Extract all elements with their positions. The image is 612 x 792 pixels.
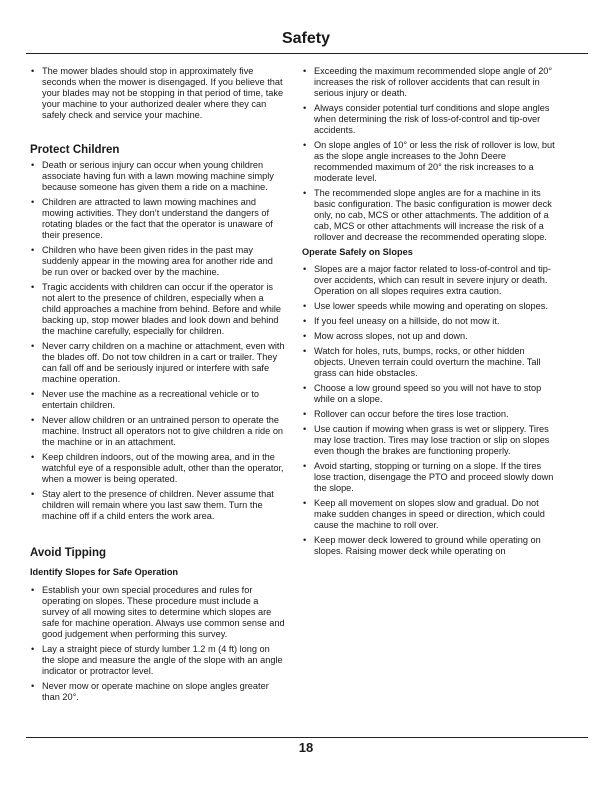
list-item: • The mower blades should stop in approximately five seconds when the mower is disengaged. If you believe that your blades may not be stopping in that period of time, take your machine to your authorized dealer where they can safely check and service your machine. — [30, 66, 285, 121]
list-item: • Exceeding the maximum recommended slope angle of 20° increases the risk of rollover accidents that can result in serious injury or death. — [302, 66, 555, 99]
list-item: • Keep all movement on slopes slow and gradual. Do not make sudden changes in speed or direction, which could cause the machine to roll over. — [302, 498, 555, 531]
list-item: • Choose a low ground speed so you will not have to stop while on a slope. — [302, 383, 555, 405]
list-item: • On slope angles of 10° or less the risk of rollover is low, but as the slope angle increases to the John Deere recommended maximum of 20° the risk increases to a moderate level. — [302, 140, 555, 184]
avoid-tipping-list — [30, 585, 285, 703]
list-item: • Keep mower deck lowered to ground while operating on slopes. Raising mower deck while operating on — [302, 535, 555, 557]
list-item: • Rollover can occur before the tires lose traction. — [302, 409, 555, 420]
avoid-tipping-heading: Avoid Tipping — [30, 547, 107, 559]
operate-safely-subheading: Operate Safely on Slopes — [302, 247, 413, 257]
list-item: • Avoid starting, stopping or turning on a slope. If the tires lose traction, disengage the PTO and proceed slowly down the slope. — [302, 461, 555, 494]
protect-children-heading: Protect Children — [30, 144, 120, 156]
list-item: • Use caution if mowing when grass is wet or slippery. Tires may lose traction. Tires may lose traction or slip on slopes even though the brakes are functioning properly. — [302, 424, 555, 457]
list-item: • Use lower speeds while mowing and operating on slopes. — [302, 301, 555, 312]
page-title: Safety — [281, 30, 331, 47]
list-item: • Always consider potential turf conditions and slope angles when determining the risk of loss-of-control and tip-over accidents. — [302, 103, 555, 136]
list-item: • The recommended slope angles are for a machine in its basic configuration. The basic configuration is mower deck only, no cab, MCS or other attachments. The addition of a cab, MCS or other attachments will increase the risk of a rollover and decrease the recommended operating slope. — [302, 188, 555, 243]
list-item: • Death or serious injury can occur when young children associate having fun with a lawn mowing machine simply because someone has given them a ride on a machine. — [30, 160, 285, 193]
footer-divider — [26, 737, 588, 738]
list-item: • Mow across slopes, not up and down. — [302, 331, 555, 342]
list-item: • Stay alert to the presence of children. Never assume that children will remain where you last saw them. Turn the machine off if a child enters the work area. — [30, 489, 285, 522]
list-item: • Keep children indoors, out of the mowing area, and in the watchful eye of a responsible adult, other than the operator, when a mower is being operated. — [30, 452, 285, 485]
list-item: • Never carry children on a machine or attachment, even with the blades off. Do not tow children in a cart or trailer. They can fall off and be seriously injured or interfere with safe machine operation. — [30, 341, 285, 385]
list-item: • Slopes are a major factor related to loss-of-control and tip-over accidents, which can result in severe injury or death. Operation on all slopes requires extra caution. — [302, 264, 555, 297]
list-item: • Tragic accidents with children can occur if the operator is not alert to the presence of children, especially when a child approaches a machine from behind. Before and while backing up, stop mower blades and look down and behind the machine carefully, especially for children. — [30, 282, 285, 337]
right-column — [302, 66, 555, 561]
intro-list — [30, 66, 285, 121]
list-item: • Establish your own special procedures and rules for operating on slopes. These procedure must include a survey of all mowing sites to determine which slopes are safe for machine operation. Always use common sense and good judgement when performing this survey. — [30, 585, 285, 640]
list-item: • Lay a straight piece of sturdy lumber 1.2 m (4 ft) long on the slope and measure the angle of the slope with an angle indicator or protractor level. — [30, 644, 285, 677]
protect-children-list — [30, 160, 285, 522]
left-column — [30, 66, 285, 707]
header-divider — [26, 53, 588, 54]
operate-safely-list — [302, 264, 555, 557]
identify-slopes-subheading: Identify Slopes for Safe Operation — [30, 567, 179, 577]
list-item: • Never allow children or an untrained person to operate the machine. Instruct all operators not to give children a ride on the machine or in an attachment. — [30, 415, 285, 448]
list-item: • If you feel uneasy on a hillside, do not mow it. — [302, 316, 555, 327]
list-item: • Children who have been given rides in the past may suddenly appear in the mowing area for another ride and be run over or backed over by the machine. — [30, 245, 285, 278]
page-number: 18 — [298, 740, 314, 755]
list-item: • Watch for holes, ruts, bumps, rocks, or other hidden objects. Uneven terrain could overturn the machine. Tall grass can hide obstacles. — [302, 346, 555, 379]
slope-angle-list — [302, 66, 555, 243]
list-item: • Never use the machine as a recreational vehicle or to entertain children. — [30, 389, 285, 411]
list-item: • Never mow or operate machine on slope angles greater than 20°. — [30, 681, 285, 703]
list-item: • Children are attracted to lawn mowing machines and mowing activities. They don’t understand the dangers of rotating blades or the fact that the operator is unaware of their presence. — [30, 197, 285, 241]
